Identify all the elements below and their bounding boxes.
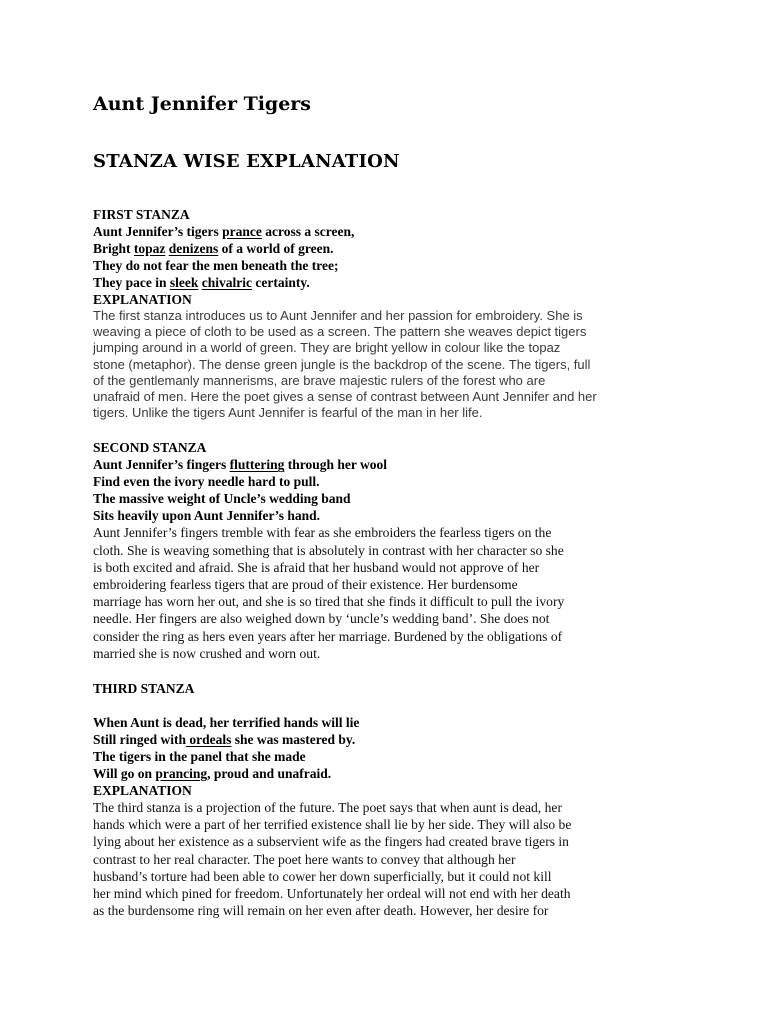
underlined-word: prance (222, 224, 262, 239)
verse-text: The massive weight of Uncle’s wedding band (93, 491, 351, 507)
explanation-heading: EXPLANATION (93, 783, 192, 799)
verse-line (93, 731, 683, 748)
explanation-line: is both excited and afraid. She is afraid that her husband would not approve of her (93, 559, 540, 575)
verse-block (93, 714, 683, 782)
explanation-line: of the gentlemanly mannerisms, are brave majestic rulers of the forest who are (93, 372, 546, 388)
underlined-word: denizens (168, 241, 219, 256)
explanation-line: needle. Her fingers are also weighed down by ‘uncle’s wedding band’. She does not (93, 611, 550, 627)
underlined-word: chivalric (201, 275, 253, 290)
verse-text: through her wool (284, 457, 388, 473)
verse-block (93, 223, 683, 291)
explanation-line: jumping around in a world of green. They are bright yellow in colour like the topaz (93, 340, 561, 356)
explanation-line: lying about her existence as a subservient wife as the fingers had created brave tigers in (93, 834, 569, 850)
section-title: STANZA WISE EXPLANATION (93, 151, 400, 172)
verse-line (93, 223, 683, 240)
verse-text: They do not fear the men beneath the tree; (93, 258, 339, 273)
stanza-heading: THIRD STANZA (93, 681, 195, 697)
explanation-line: as the burdensome ring will remain on her even after death. However, her desire for (93, 903, 549, 919)
verse-text: Find even the ivory needle hard to pull. (93, 474, 320, 490)
explanation-line: embroidering fearless tigers that are proud of their existence. Her burdensome (93, 577, 518, 593)
explanation-line: husband’s torture had been able to cower her down superficially, but it could not kill (93, 868, 552, 884)
verse-text: They pace in (93, 275, 170, 290)
verse-block (93, 456, 683, 524)
verse-text: When Aunt is dead, her terrified hands will lie (93, 715, 360, 731)
underlined-word: topaz (133, 241, 166, 256)
explanation-line: Aunt Jennifer’s fingers tremble with fear as she embroiders the fearless tigers on the (93, 525, 552, 541)
verse-line (93, 714, 683, 731)
explanation-line: stone (metaphor). The dense green jungle is the backdrop of the scene. The tigers, full (93, 356, 591, 372)
verse-line (93, 274, 683, 291)
verse-text: Still ringed with (93, 732, 187, 748)
verse-text: Bright (93, 241, 134, 256)
explanation-paragraph (93, 524, 683, 662)
explanation-paragraph (93, 308, 683, 421)
verse-text: Sits heavily upon Aunt Jennifer’s hand. (93, 508, 321, 524)
verse-line (93, 257, 683, 274)
explanation-line: her mind which pined for freedom. Unfortunately her ordeal will not end with her death (93, 886, 571, 902)
explanation-line: hands which were a part of her terrified existence shall lie by her side. They will also be (93, 817, 572, 833)
explanation-line: tigers. Unlike the tigers Aunt Jennifer is fearful of the man in her life. (93, 405, 483, 421)
underlined-word: ordeals (186, 732, 232, 748)
verse-text: across a screen, (261, 224, 355, 239)
verse-line (93, 473, 683, 490)
explanation-line: consider the ring as hers even years after her marriage. Burdened by the obligations of (93, 628, 563, 644)
verse-line (93, 240, 683, 257)
explanation-line: unafraid of men. Here the poet gives a sense of contrast between Aunt Jennifer and her (93, 389, 597, 405)
underlined-word: prancing (155, 766, 208, 782)
third-stanza-section (93, 680, 683, 919)
explanation-line: The first stanza introduces us to Aunt Jennifer and her passion for embroidery. She is (93, 308, 583, 323)
verse-line (93, 456, 683, 473)
verse-text: Aunt Jennifer’s tigers (93, 224, 223, 239)
verse-text: of a world of green. (218, 241, 334, 256)
verse-line (93, 490, 683, 507)
explanation-line: marriage has worn her out, and she is so tired that she finds it difficult to pull the ivory (93, 594, 565, 610)
verse-line (93, 748, 683, 765)
verse-line (93, 765, 683, 782)
explanation-line: The third stanza is a projection of the future. The poet says that when aunt is dead, her (93, 800, 562, 816)
verse-line (93, 507, 683, 524)
explanation-heading: EXPLANATION (93, 292, 192, 307)
stanza-heading: SECOND STANZA (93, 440, 207, 456)
document-title: Aunt Jennifer Tigers (93, 93, 312, 115)
explanation-line: contrast to her real character. The poet here wants to convey that although her (93, 851, 516, 867)
explanation-line: married she is now crushed and worn out. (93, 645, 321, 661)
document-body (93, 92, 683, 919)
first-stanza-section (93, 206, 683, 421)
verse-text: certainty. (252, 275, 310, 290)
verse-text: Aunt Jennifer’s fingers (93, 457, 230, 473)
stanza-heading: FIRST STANZA (93, 207, 190, 222)
explanation-line: cloth. She is weaving something that is absolutely in contrast with her character so she (93, 542, 564, 558)
verse-text: Will go on (93, 766, 156, 782)
verse-text: she was mastered by. (231, 732, 356, 748)
explanation-paragraph (93, 799, 683, 919)
verse-text: , proud and unafraid. (207, 766, 332, 782)
underlined-word: fluttering (229, 457, 285, 473)
underlined-word: sleek (169, 275, 199, 290)
second-stanza-section (93, 439, 683, 662)
explanation-line: weaving a piece of cloth to be used as a screen. The pattern she weaves depict tigers (93, 324, 587, 340)
verse-text: The tigers in the panel that she made (93, 749, 306, 765)
